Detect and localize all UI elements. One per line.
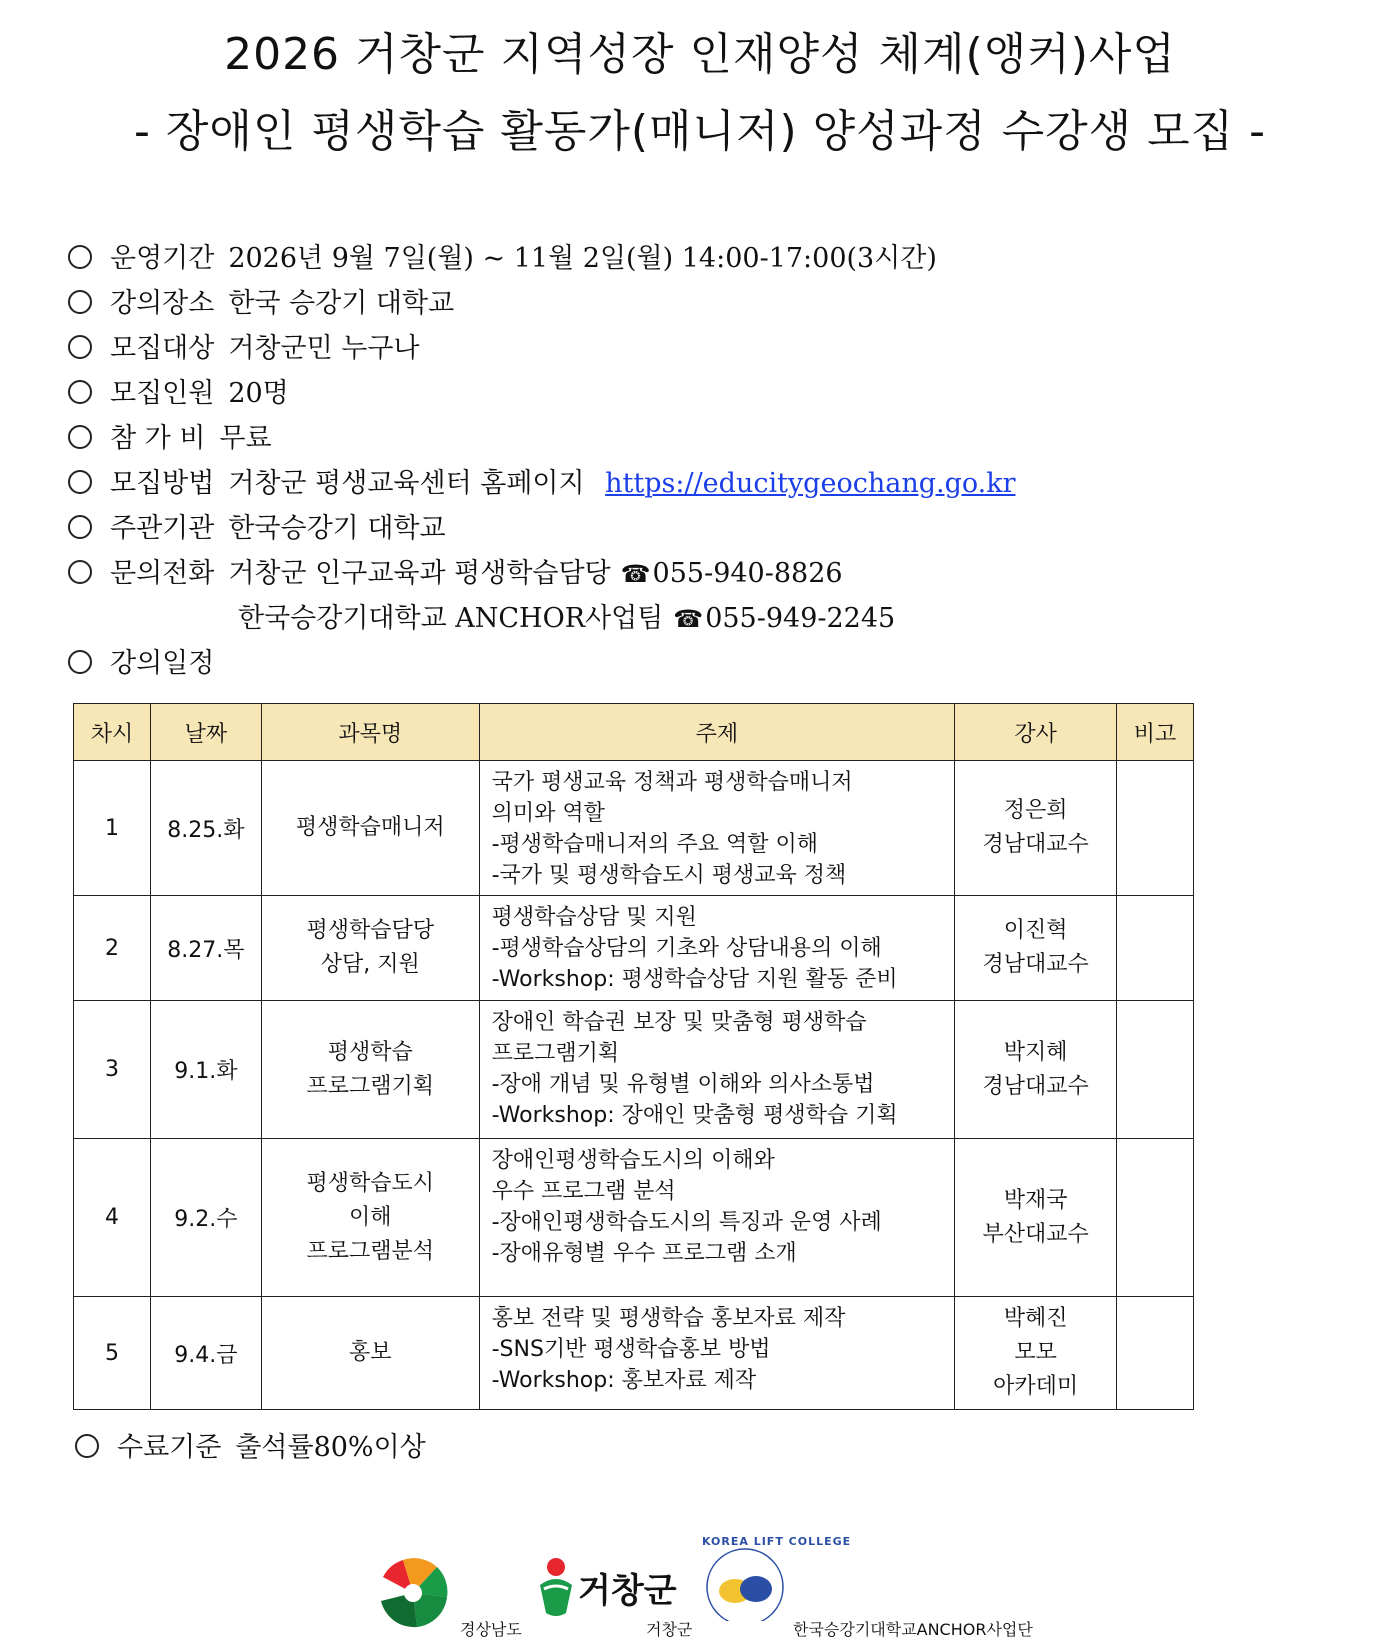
- geochang-logo-icon: [536, 1555, 576, 1619]
- cell-topic: [479, 896, 955, 1001]
- homepage-link[interactable]: https://educitygeochang.go.kr: [605, 468, 1016, 499]
- topic-line: 우수 프로그램 분석: [491, 1179, 676, 1204]
- cell-line: 이해: [348, 1204, 392, 1230]
- info-value: 한국승강기 대학교: [228, 513, 446, 544]
- cell-line: 평생학습도시: [306, 1170, 434, 1196]
- cell-note: [1117, 896, 1194, 1001]
- cell-session: 4: [74, 1139, 151, 1297]
- cell-line: 아카데미: [993, 1374, 1079, 1399]
- phone-icon: ☎: [673, 605, 704, 633]
- topic-line: -장애유형별 우수 프로그램 소개: [491, 1241, 797, 1266]
- topic-line: -Workshop: 홍보자료 제작: [491, 1368, 757, 1393]
- cell-line: 이진혁: [1003, 918, 1068, 943]
- completion-criteria: [75, 1425, 426, 1464]
- topic-line: 의미와 역할: [491, 801, 605, 826]
- info-label: 강의장소: [110, 288, 215, 319]
- cell-date: 9.1.화: [150, 1001, 261, 1139]
- table-row: [74, 1139, 1194, 1297]
- cell-session: 1: [74, 761, 151, 896]
- topic-line: -국가 및 평생학습도시 평생교육 정책: [491, 863, 847, 888]
- completion-value: 출석률80%이상: [235, 1432, 426, 1463]
- cell-date: 9.2.수: [150, 1139, 261, 1297]
- info-target: [68, 326, 1015, 371]
- header-topic: 주제: [479, 704, 955, 761]
- cell-topic: [479, 1297, 955, 1410]
- topic-line: -장애인평생학습도시의 특징과 운영 사례: [491, 1210, 882, 1235]
- cell-subject: [261, 1297, 479, 1410]
- cell-instructor: [955, 896, 1117, 1001]
- info-label: 참 가 비: [110, 423, 206, 454]
- phone-icon: ☎: [620, 560, 651, 588]
- contact-org: 거창군 인구교육과 평생학습담당: [228, 558, 611, 589]
- topic-line: 장애인 학습권 보장 및 맞춤형 평생학습: [491, 1010, 867, 1035]
- info-value: 무료: [219, 423, 272, 454]
- circle-bullet-icon: [68, 470, 92, 494]
- contact-phone: 055-949-2245: [705, 603, 896, 634]
- cell-topic: [479, 761, 955, 896]
- cell-instructor: [955, 1297, 1117, 1410]
- info-value: 한국 승강기 대학교: [228, 288, 455, 319]
- cell-note: [1117, 1297, 1194, 1410]
- cell-note: [1117, 761, 1194, 896]
- gyeongnam-logo-icon: [377, 1557, 449, 1629]
- table-row: [74, 896, 1194, 1001]
- info-label: 강의일정: [110, 648, 215, 679]
- cell-subject: [261, 1139, 479, 1297]
- info-value: 거창군민 누구나: [228, 333, 420, 364]
- cell-line: 경남대교수: [982, 1073, 1089, 1099]
- topic-line: -Workshop: 장애인 맞춤형 평생학습 기획: [491, 1103, 898, 1128]
- org1-label: 경상남도: [460, 1620, 522, 1639]
- circle-bullet-icon: [68, 380, 92, 404]
- info-fee: [68, 416, 1015, 461]
- info-venue: [68, 281, 1015, 326]
- info-contact-2: [68, 596, 1015, 641]
- cell-subject: [261, 896, 479, 1001]
- info-method: [68, 461, 1015, 506]
- topic-line: 홍보 전략 및 평생학습 홍보자료 제작: [491, 1306, 846, 1331]
- topic-line: 평생학습상담 및 지원: [491, 905, 697, 930]
- info-list: [68, 236, 1015, 686]
- cell-line: 정은희: [1003, 798, 1068, 823]
- cell-line: 박지혜: [1003, 1039, 1068, 1065]
- contact-org: 한국승강기대학교 ANCHOR사업팀: [238, 603, 664, 634]
- info-value: 거창군 평생교육센터 홈페이지: [228, 468, 585, 499]
- page-title: 2026 거창군 지역성장 인재양성 체계(앵커)사업: [224, 29, 1176, 80]
- cell-line: 박혜진: [1003, 1306, 1068, 1331]
- cell-date: 8.25.화: [150, 761, 261, 896]
- header-session: 차시: [74, 704, 151, 761]
- info-value: 20명: [228, 378, 289, 409]
- completion-label: 수료기준: [117, 1432, 222, 1463]
- table-header-row: [74, 704, 1194, 761]
- cell-line: 평생학습매니저: [295, 815, 445, 840]
- topic-line: 프로그램기획: [491, 1041, 620, 1066]
- cell-session: 2: [74, 896, 151, 1001]
- cell-line: 부산대교수: [982, 1221, 1089, 1247]
- info-label: 주관기관: [110, 513, 215, 544]
- cell-instructor: [955, 1001, 1117, 1139]
- info-host: [68, 506, 1015, 551]
- korea-lift-college-text: KOREA LIFT COLLEGE: [702, 1535, 852, 1548]
- circle-bullet-icon: [68, 290, 92, 314]
- topic-line: -평생학습매니저의 주요 역할 이해: [491, 832, 819, 857]
- circle-bullet-icon: [68, 425, 92, 449]
- org2-label: 거창군: [646, 1620, 693, 1639]
- info-capacity: [68, 371, 1015, 416]
- info-period: [68, 236, 1015, 281]
- topic-line: -평생학습상담의 기초와 상담내용의 이해: [491, 936, 882, 961]
- cell-line: 프로그램분석: [306, 1238, 434, 1264]
- cell-line: 모모: [1014, 1340, 1057, 1365]
- cell-topic: [479, 1001, 955, 1139]
- cell-note: [1117, 1001, 1194, 1139]
- table-row: [74, 761, 1194, 896]
- footer-logos: [0, 1535, 1400, 1647]
- table-row: [74, 1001, 1194, 1139]
- cell-session: 5: [74, 1297, 151, 1410]
- table-row: [74, 1297, 1194, 1410]
- cell-line: 경남대교수: [982, 832, 1089, 857]
- cell-subject: [261, 1001, 479, 1139]
- cell-subject: [261, 761, 479, 896]
- contact-phone: 055-940-8826: [652, 558, 843, 589]
- cell-line: 박재국: [1003, 1187, 1068, 1213]
- cell-line: 평생학습: [327, 1039, 413, 1065]
- cell-line: 경남대교수: [982, 952, 1089, 977]
- circle-bullet-icon: [68, 650, 92, 674]
- topic-line: -SNS기반 평생학습홍보 방법: [491, 1337, 771, 1362]
- circle-bullet-icon: [68, 335, 92, 359]
- cell-line: 평생학습담당: [306, 918, 434, 943]
- cell-topic: [479, 1139, 955, 1297]
- header-subject: 과목명: [261, 704, 479, 761]
- cell-line: 홍보: [348, 1340, 392, 1365]
- circle-bullet-icon: [68, 245, 92, 269]
- cell-session: 3: [74, 1001, 151, 1139]
- topic-line: -장애 개념 및 유형별 이해와 의사소통법: [491, 1072, 875, 1097]
- header-instructor: 강사: [955, 704, 1117, 761]
- topic-line: 장애인평생학습도시의 이해와: [491, 1148, 775, 1173]
- circle-bullet-icon: [68, 515, 92, 539]
- cell-date: 9.4.금: [150, 1297, 261, 1410]
- info-label: 문의전화: [110, 558, 215, 589]
- cell-line: 상담, 지원: [320, 952, 420, 977]
- header-note: 비고: [1117, 704, 1194, 761]
- cell-date: 8.27.목: [150, 896, 261, 1001]
- header-date: 날짜: [150, 704, 261, 761]
- info-label: 모집방법: [110, 468, 215, 499]
- info-contact: [68, 551, 1015, 596]
- cell-instructor: [955, 761, 1117, 896]
- cell-line: 프로그램기획: [306, 1073, 434, 1099]
- info-label: 운영기간: [110, 243, 215, 274]
- info-schedule-heading: [68, 641, 1015, 686]
- circle-bullet-icon: [68, 560, 92, 584]
- org3-label: 한국승강기대학교ANCHOR사업단: [793, 1620, 1033, 1639]
- page-subtitle: - 장애인 평생학습 활동가(매니저) 양성과정 수강생 모집 -: [133, 106, 1267, 157]
- info-value: 2026년 9월 7일(월) ~ 11월 2일(월) 14:00-17:00(3시간): [228, 243, 937, 274]
- circle-bullet-icon: [75, 1434, 99, 1458]
- geochang-logo-text: 거창군: [578, 1571, 677, 1611]
- cell-note: [1117, 1139, 1194, 1297]
- cell-instructor: [955, 1139, 1117, 1297]
- topic-line: -Workshop: 평생학습상담 지원 활동 준비: [491, 967, 898, 992]
- topic-line: 국가 평생교육 정책과 평생학습매니저: [491, 770, 853, 795]
- schedule-table: [73, 703, 1194, 1410]
- info-label: 모집인원: [110, 378, 215, 409]
- info-label: 모집대상: [110, 333, 215, 364]
